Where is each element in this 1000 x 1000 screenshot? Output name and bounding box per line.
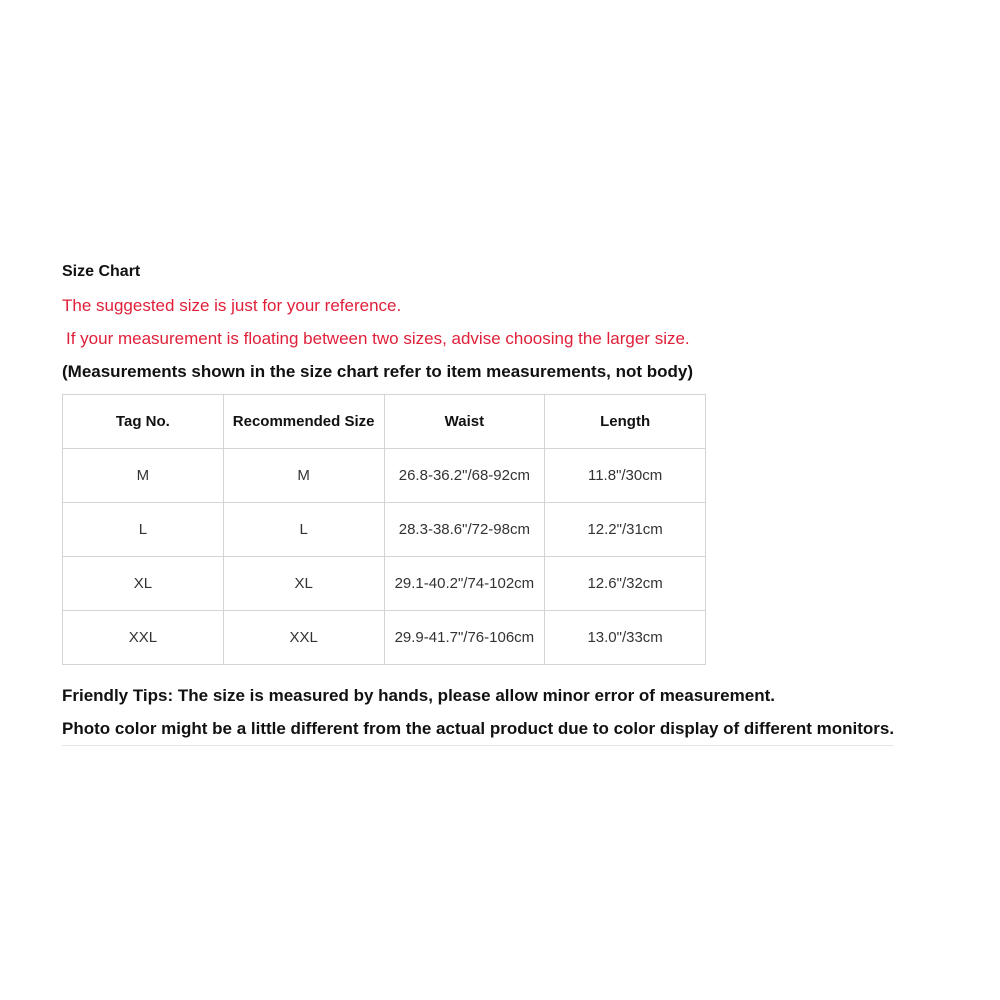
- table-header-row: [63, 395, 706, 449]
- cell-tag: XL: [63, 557, 224, 611]
- header-length: Length: [545, 395, 706, 449]
- measurement-note: (Measurements shown in the size chart refer to item measurements, not body): [62, 362, 694, 381]
- table-row: [63, 503, 706, 557]
- header-waist: Waist: [384, 395, 545, 449]
- cell-waist: 26.8-36.2"/68-92cm: [384, 449, 545, 503]
- size-chart-table: [62, 394, 706, 665]
- cell-waist: 29.1-40.2"/74-102cm: [384, 557, 545, 611]
- cell-length: 12.2"/31cm: [545, 503, 706, 557]
- table-row: [63, 611, 706, 665]
- sizing-advice-note: If your measurement is floating between two sizes, advise choosing the larger size.: [66, 329, 690, 348]
- cell-waist: 29.9-41.7"/76-106cm: [384, 611, 545, 665]
- cell-recommended-size: M: [223, 449, 384, 503]
- header-recommended-size: Recommended Size: [223, 395, 384, 449]
- color-disclaimer: Photo color might be a little different from the actual product due to color display of different monitors.: [62, 719, 894, 746]
- cell-length: 13.0"/33cm: [545, 611, 706, 665]
- cell-recommended-size: XXL: [223, 611, 384, 665]
- reference-note: The suggested size is just for your reference.: [62, 296, 402, 315]
- page-title: Size Chart: [62, 263, 141, 280]
- cell-tag: M: [63, 449, 224, 503]
- table-row: [63, 449, 706, 503]
- cell-recommended-size: XL: [223, 557, 384, 611]
- cell-recommended-size: L: [223, 503, 384, 557]
- cell-tag: L: [63, 503, 224, 557]
- cell-waist: 28.3-38.6"/72-98cm: [384, 503, 545, 557]
- cell-length: 11.8"/30cm: [545, 449, 706, 503]
- table-row: [63, 557, 706, 611]
- cell-length: 12.6"/32cm: [545, 557, 706, 611]
- friendly-tips: Friendly Tips: The size is measured by hands, please allow minor error of measurement.: [62, 686, 775, 705]
- header-tag-no: Tag No.: [63, 395, 224, 449]
- cell-tag: XXL: [63, 611, 224, 665]
